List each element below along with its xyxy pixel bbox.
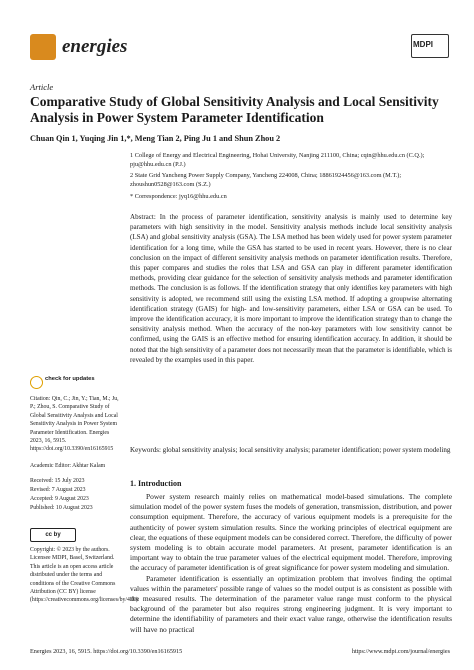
check-updates-icon[interactable] xyxy=(30,376,43,389)
affiliation-1: 1 College of Energy and Electrical Engineering, Hohai University, Nanjing 211100, China; cqin@hhu.edu.cn (C.Q.); pju@hhu.edu.cn (P.J.) xyxy=(130,152,425,168)
check-updates-label[interactable]: check for updates xyxy=(45,376,95,382)
keywords: Keywords: global sensitivity analysis; local sensitivity analysis; parameter identification; power system modeling xyxy=(130,446,451,454)
page-footer xyxy=(30,648,450,655)
author-list: Chuan Qin 1, Yuqing Jin 1,*, Meng Tian 2, Ping Ju 1 and Shun Zhou 2 xyxy=(30,134,281,143)
date-published: Published: 10 August 2023 xyxy=(30,505,93,511)
abstract: Abstract: In the process of parameter identification, sensitivity analysis is mainly used to determine key parameters with high sensitivity in the model. Sensitivity analysis methods include local sensitivity analysis (LSA) and global sensitivity analysis (GSA). The LSA method has been widely used for power system parameter identification for a long time, while the GSA has started to be used in recent years. However, there is no clear conclusion on the impact of different sensitivity analysis methods on parameter identification results. Therefore, this paper compares and studies the roles that LSA and GSA can play in different parameter identification methods, providing clear guidance for the selection of sensitivity analysis methods and parameter identification methods. The conclusion is as follows. If the identification strategy that only identifies key parameters with high sensitivity is adopted, we recommend still using the existing LSA method. If adopting a groupwise alternating identification strategy (GAIS) for high- and low-sensitivity parameters, either LSA or GSA can be used. To improve the identification accuracy, it is more important to improve the identification strategy than to change the sensitivity analysis method. When the accuracy of the non-key parameters with low sensitivity cannot be confirmed, using the GAIS is an effective method for ensuring identification accuracy. In addition, it should be noted that the high sensitivity of a parameter does not necessarily mean that the parameter is identifiable, which is revealed by the examples used in this paper. xyxy=(130,213,452,364)
affiliation-2: 2 State Grid Yancheng Power Supply Company, Yancheng 224008, China; 18861924456@163.com (M.T.); zhoushun0528@163.com (S.Z.) xyxy=(130,172,402,188)
article-type: Article xyxy=(30,82,54,92)
introduction-body xyxy=(130,492,452,635)
intro-paragraph-1: Power system research mainly relies on mathematical model-based simulations. The complete simulation model of the power system fuses the models of generation, transmission, distribution, and power consumption equipment. Therefore, the accuracy of various equipment models is a prerequisite for the authenticity of power system simulation results. Since the working principles of electrical equipment are clear, the equations of these equipment models can be considered correct. Therefore, the difficulty of power system modeling is to obtain accurate model parameters. At present, parameter identification is an important way to obtain the true parameter values of the electrical equipment model. Therefore, improving the accuracy of parameter identification is of great significance for power system modeling and simulation. xyxy=(130,492,452,573)
footer-citation: Energies 2023, 16, 5915. https://doi.org/10.3390/en16165915 xyxy=(30,648,183,655)
intro-paragraph-2: Parameter identification is essentially an optimization problem that involves finding the optimal values within the parameters' possible range of values so the model output is as consistent as possible with the measured results. The determination of the parameter value range must conform to the physical background of the parameter but also requires strong engineering judgment. It is very important to determine the identifiability of parameters and their exact value range, otherwise the identification results will have no practical xyxy=(130,573,452,634)
cc-license-icon: cc by xyxy=(30,528,76,542)
date-accepted: Accepted: 9 August 2023 xyxy=(30,496,89,502)
journal-name: energies xyxy=(62,36,128,57)
footer-journal-link[interactable]: https://www.mdpi.com/journal/energies xyxy=(351,648,450,655)
date-received: Received: 15 July 2023 xyxy=(30,478,85,484)
paper-title: Comparative Study of Global Sensitivity Analysis and Local Sensitivity Analysis in Power System Parameter Identification xyxy=(30,94,439,125)
publisher-name: MDPI xyxy=(413,40,433,49)
section-heading: 1. Introduction xyxy=(130,479,182,488)
date-revised: Revised: 7 August 2023 xyxy=(30,487,86,493)
copyright-notice: Copyright: © 2023 by the authors. Licensee MDPI, Basel, Switzerland. This article is an open access article distributed under the terms and conditions of the Creative Commons Attribution (CC BY) license (https://creativecommons.org/licenses/by/4.0/). xyxy=(30,547,140,604)
academic-editor: Academic Editor: Akhtar Kalam xyxy=(30,463,106,469)
journal-logo-icon xyxy=(30,34,56,60)
correspondence: * Correspondence: jyq16@hhu.edu.cn xyxy=(130,193,227,200)
citation: Citation: Qin, C.; Jin, Y.; Tian, M.; Ju, P.; Zhou, S. Comparative Study of Global Sensitivity Analysis and Local Sensitivity Analysis in Power System Parameter Identification. Energies 2023, 16, 5915. https://doi.org/10.3390/en16165915 xyxy=(30,396,119,453)
